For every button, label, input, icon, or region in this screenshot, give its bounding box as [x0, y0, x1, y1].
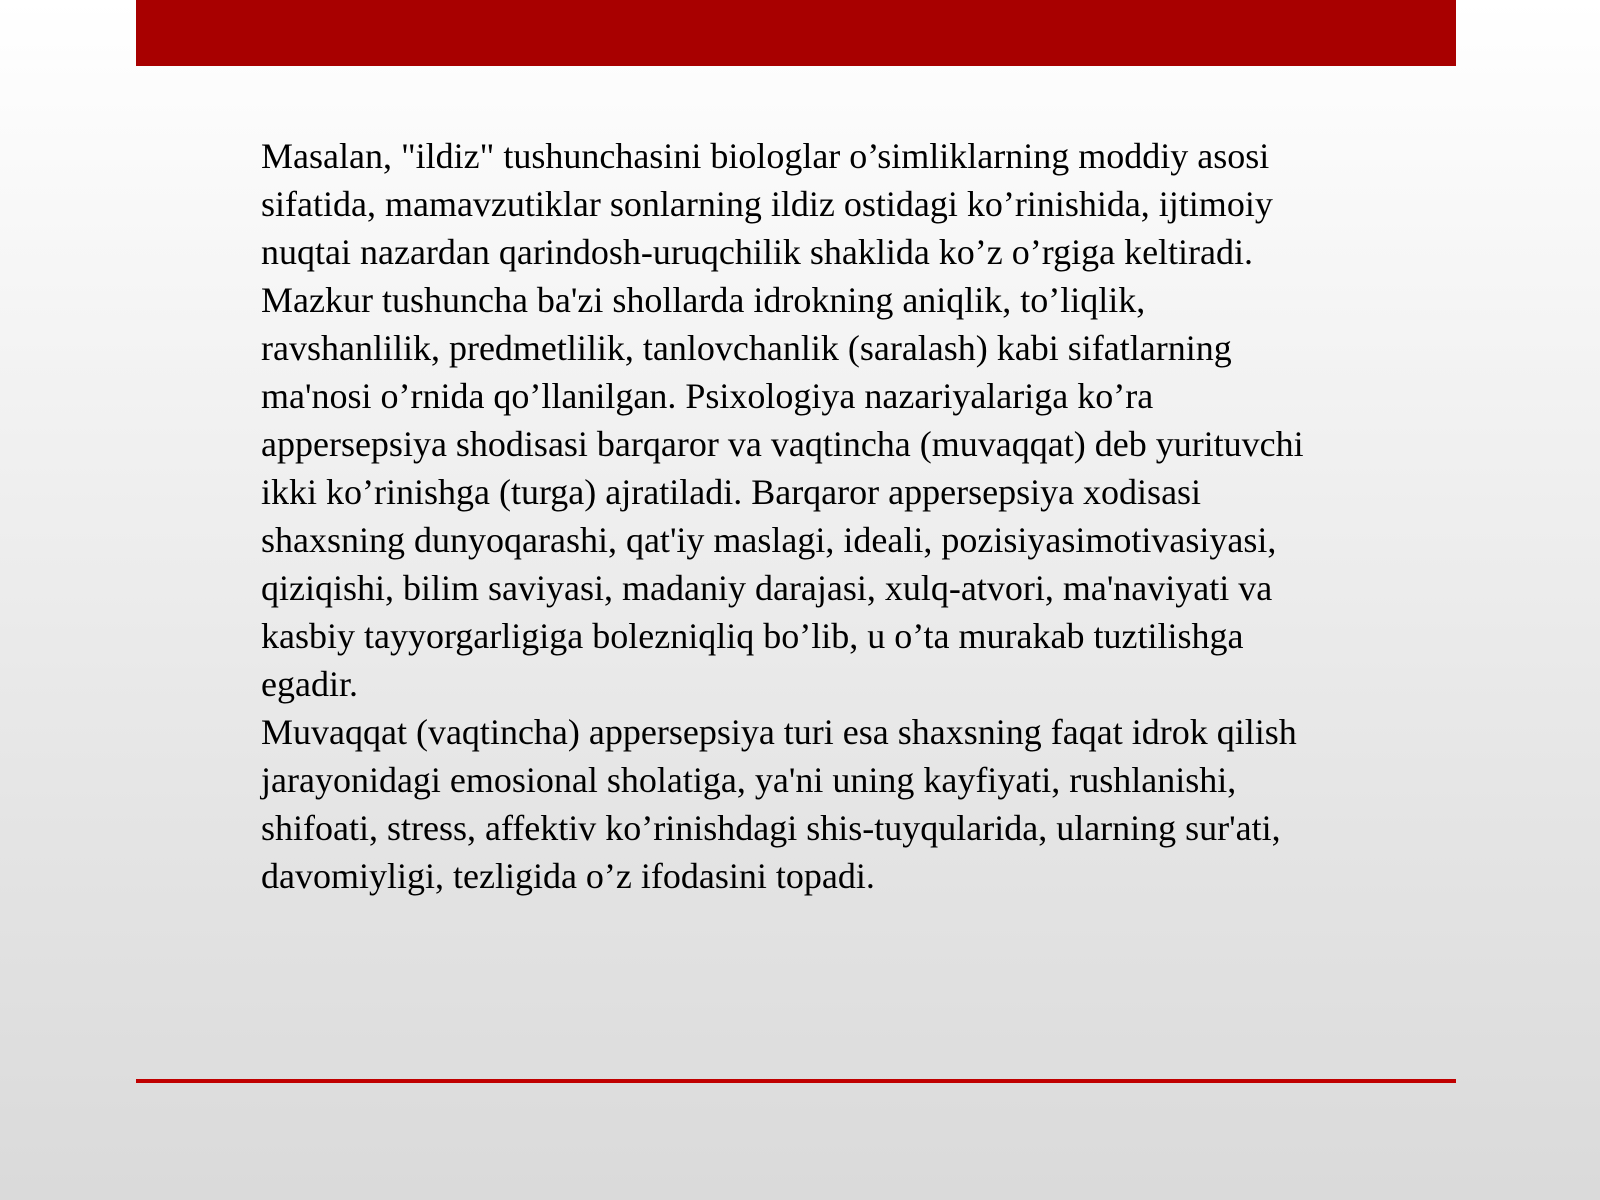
paragraph-3: Muvaqqat (vaqtincha) appersepsiya turi esa shaxsning faqat idrok qilish jarayonidagi emosional sholatiga, ya'ni uning kayfiyati, rushlanishi, shifoati, stress, affektiv ko’rinishdagi shis-tuyqularida, ularning sur'ati, davomiyligi, tezligida o’z ifodasini topadi. — [261, 712, 1297, 896]
top-accent-bar — [136, 0, 1456, 66]
body-text — [261, 132, 1461, 900]
paragraph-1: Masalan, "ildiz" tushunchasini biologlar o’simliklarning moddiy asosi sifatida, mamavzutiklar sonlarning ildiz ostidagi ko’rinishida, ijtimoiy nuqtai nazardan qarindosh-uruqchilik shaklida ko’z o’rgiga keltiradi. — [261, 136, 1273, 272]
bottom-divider — [136, 1079, 1456, 1083]
paragraph-2: Mazkur tushuncha ba'zi shollarda idrokning aniqlik, to’liqlik, ravshanlilik, predmetlilik, tanlovchanlik (saralash) kabi sifatlarning ma'nosi o’rnida qo’llanilgan. Psixologiya nazariyalariga ko’ra appersepsiya shodisasi barqaror va vaqtincha (muvaqqat) deb yurituvchi ikki ko’rinishga (turga) ajratiladi. Barqaror appersepsiya xodisasi shaxsning dunyoqarashi, qat'iy maslagi, ideali, pozisiyasimotivasiyasi, qiziqishi, bilim saviyasi, madaniy darajasi, xulq-atvori, ma'naviyati va kasbiy tayyorgarligiga bolezniqliq bo’lib, u o’ta murakab tuztilishga egadir. — [261, 280, 1304, 704]
